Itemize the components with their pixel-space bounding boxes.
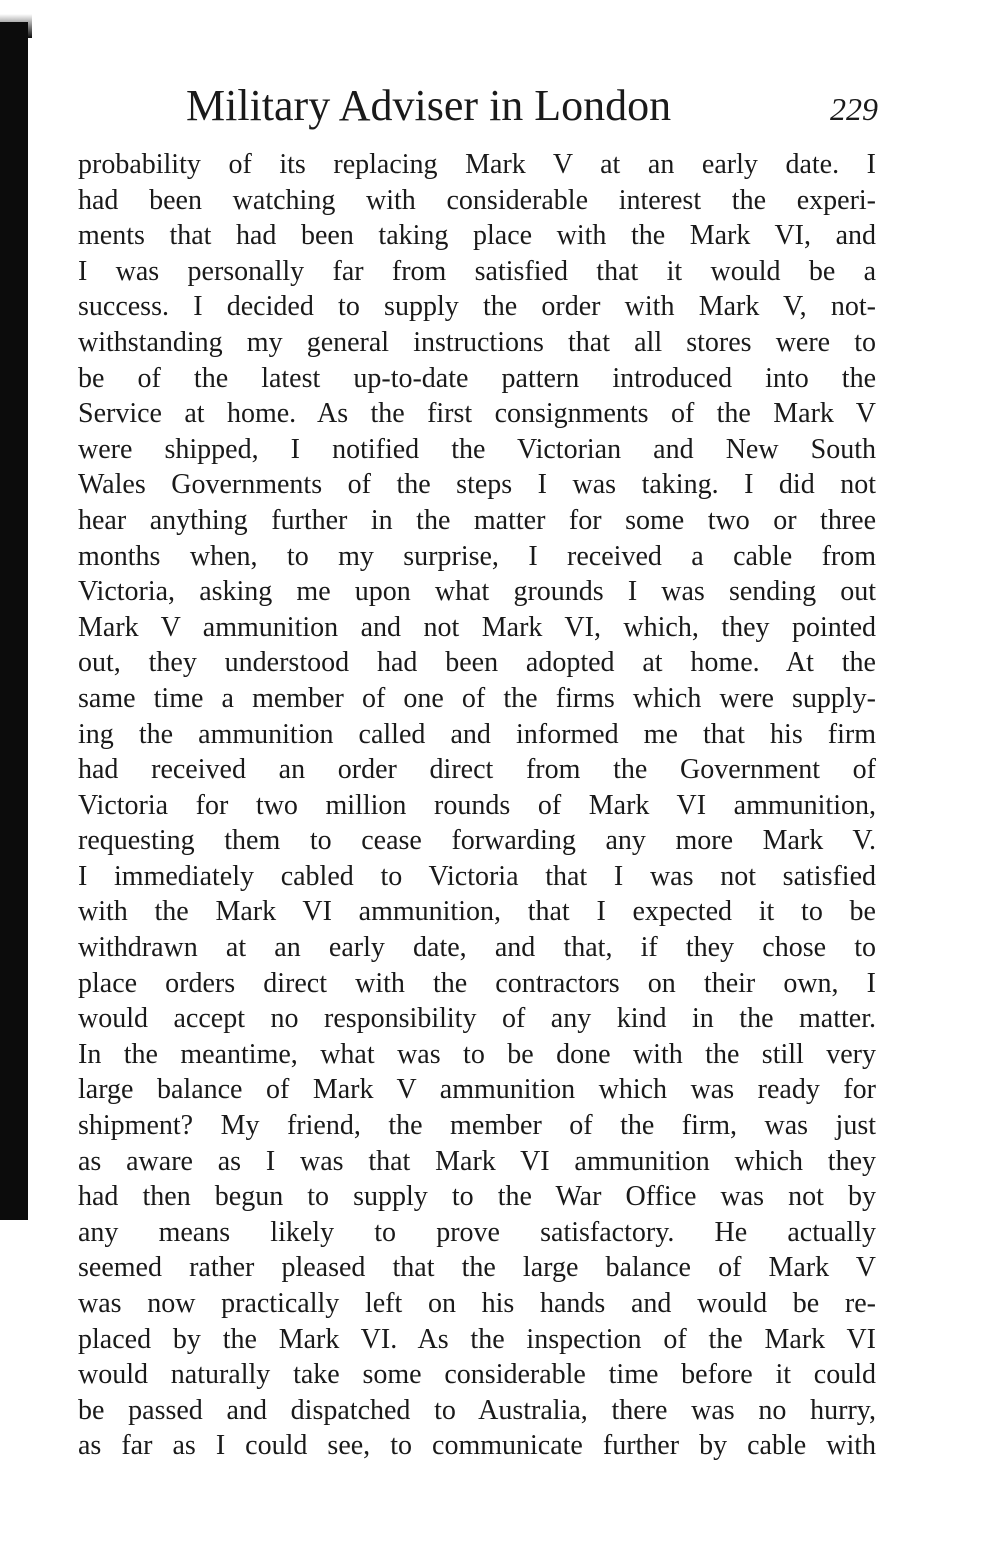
text-line: Wales Governments of the steps I was taking. I did not: [78, 469, 876, 501]
running-head: [78, 78, 878, 138]
body-text: [78, 147, 876, 1464]
text-line: withdrawn at an early date, and that, if they chose to: [78, 932, 876, 964]
text-line: hear anything further in the matter for some two or three: [78, 504, 876, 536]
text-line: Service at home. As the first consignments of the Mark V: [78, 398, 876, 430]
text-line: I immediately cabled to Victoria that I was not satisfied: [78, 860, 876, 892]
scan-binding-edge: [0, 22, 28, 1220]
text-line: as aware as I was that Mark VI ammunition which they: [78, 1145, 876, 1177]
text-line: Victoria for two million rounds of Mark VI ammunition,: [78, 789, 876, 821]
text-line: had then begun to supply to the War Office was not by: [78, 1181, 876, 1213]
text-line: requesting them to cease forwarding any more Mark V.: [78, 825, 876, 857]
chapter-running-title: Military Adviser in London: [186, 81, 672, 130]
page-number: 229: [830, 91, 878, 127]
text-line: ments that had been taking place with the Mark VI, and: [78, 220, 876, 252]
text-line: Victoria, asking me upon what grounds I was sending out: [78, 576, 876, 608]
text-line: shipment? My friend, the member of the firm, was just: [78, 1110, 876, 1142]
text-line: had been watching with considerable interest the experi-: [78, 184, 876, 216]
text-line: large balance of Mark V ammunition which was ready for: [78, 1074, 876, 1106]
text-line: out, they understood had been adopted at home. At the: [78, 647, 876, 679]
text-line: months when, to my surprise, I received a cable from: [78, 540, 876, 572]
text-line: I was personally far from satisfied that it would be a: [78, 255, 876, 287]
text-line: would accept no responsibility of any kind in the matter.: [78, 1003, 876, 1035]
text-line: withstanding my general instructions that all stores were to: [78, 326, 876, 358]
text-line: seemed rather pleased that the large balance of Mark V: [78, 1252, 876, 1284]
text-line: would naturally take some considerable time before it could: [78, 1359, 876, 1391]
text-line: any means likely to prove satisfactory. He actually: [78, 1216, 876, 1248]
text-line: be of the latest up-to-date pattern introduced into the: [78, 362, 876, 394]
text-line: success. I decided to supply the order with Mark V, not-: [78, 291, 876, 323]
text-line: place orders direct with the contractors on their own, I: [78, 967, 876, 999]
text-line: were shipped, I notified the Victorian and New South: [78, 433, 876, 465]
text-line: placed by the Mark VI. As the inspection of the Mark VI: [78, 1323, 876, 1355]
text-line: as far as I could see, to communicate further by cable with: [78, 1430, 876, 1462]
text-line: had received an order direct from the Government of: [78, 754, 876, 786]
text-line: Mark V ammunition and not Mark VI, which, they pointed: [78, 611, 876, 643]
text-line: be passed and dispatched to Australia, there was no hurry,: [78, 1394, 876, 1426]
text-line: ing the ammunition called and informed me that his firm: [78, 718, 876, 750]
text-line: was now practically left on his hands and would be re-: [78, 1288, 876, 1319]
text-line: In the meantime, what was to be done with the still very: [78, 1038, 876, 1070]
text-line: same time a member of one of the firms which were supply-: [78, 682, 876, 714]
text-line: with the Mark VI ammunition, that I expected it to be: [78, 896, 876, 928]
text-line: probability of its replacing Mark V at an early date. I: [78, 149, 876, 180]
